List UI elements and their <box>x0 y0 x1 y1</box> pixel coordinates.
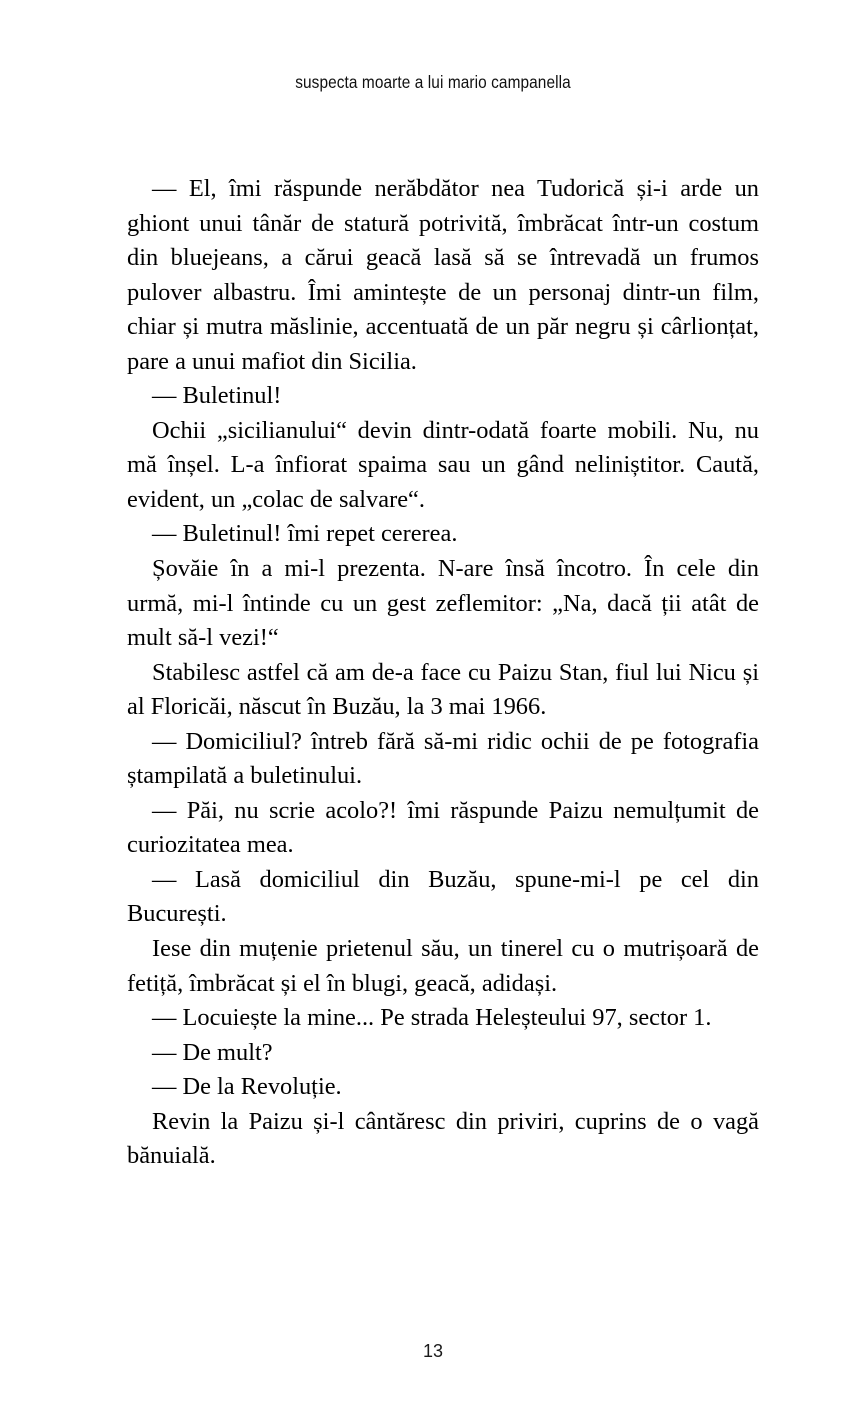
paragraph: Stabilesc astfel că am de-a face cu Paizu Stan, fiul lui Nicu și al Floricăi, născut în Buzău, la 3 mai 1966. <box>127 658 759 721</box>
paragraph: — Buletinul! <box>152 382 282 410</box>
paragraph: — De mult? <box>152 1038 273 1066</box>
paragraph: Revin la Paizu și-l cântăresc din priviri, cuprins de o vagă bănuială. <box>127 1107 759 1170</box>
paragraph: — Domiciliul? întreb fără să-mi ridic ochii de pe fotografia ștampilată a buletinului. <box>127 727 759 790</box>
paragraph: — Lasă domiciliul din Buzău, spune-mi-l pe cel din București. <box>127 865 759 928</box>
paragraph: Iese din muțenie prietenul său, un tinerel cu o mutrișoară de fetiță, îmbrăcat și el în blugi, geacă, adidași. <box>127 935 759 997</box>
paragraph: — Locuiește la mine... Pe strada Heleșteului 97, sector 1. <box>152 1004 712 1032</box>
paragraph: — De la Revoluție. <box>152 1073 342 1101</box>
paragraph: — Buletinul! îmi repet cererea. <box>152 520 458 548</box>
page-number: 13 <box>422 1341 444 1361</box>
paragraph: Ochii „sicilianului“ devin dintr-odată foarte mobili. Nu, nu mă înșel. L-a înfiorat spaima sau un gând neliniștitor. Caută, evident, un „colac de salvare“. <box>127 416 759 513</box>
paragraph: Șovăie în a mi-l prezenta. N-are însă încotro. În cele din urmă, mi-l întinde cu un gest zeflemitor: „Na, dacă ții atât de mult să-l vezi!“ <box>127 555 759 652</box>
paragraph: — Păi, nu scrie acolo?! îmi răspunde Paizu nemulțumit de curiozitatea mea. <box>127 796 759 859</box>
paragraph: — El, îmi răspunde nerăbdător nea Tudorică și-i arde un ghiont unui tânăr de statură potrivită, îmbrăcat într-un costum din bluejeans, a cărui geacă lasă să se întrevadă un frumos pulover albastru. Îmi amintește de un personaj dintr-un film, chiar și mutra măslinie, accentuată de un păr negru și cârlionțat, pare a unui mafiot din Sicilia. <box>127 175 759 375</box>
body-text-block <box>127 172 759 1174</box>
running-head: suspecta moarte a lui mario campanella <box>295 72 571 92</box>
